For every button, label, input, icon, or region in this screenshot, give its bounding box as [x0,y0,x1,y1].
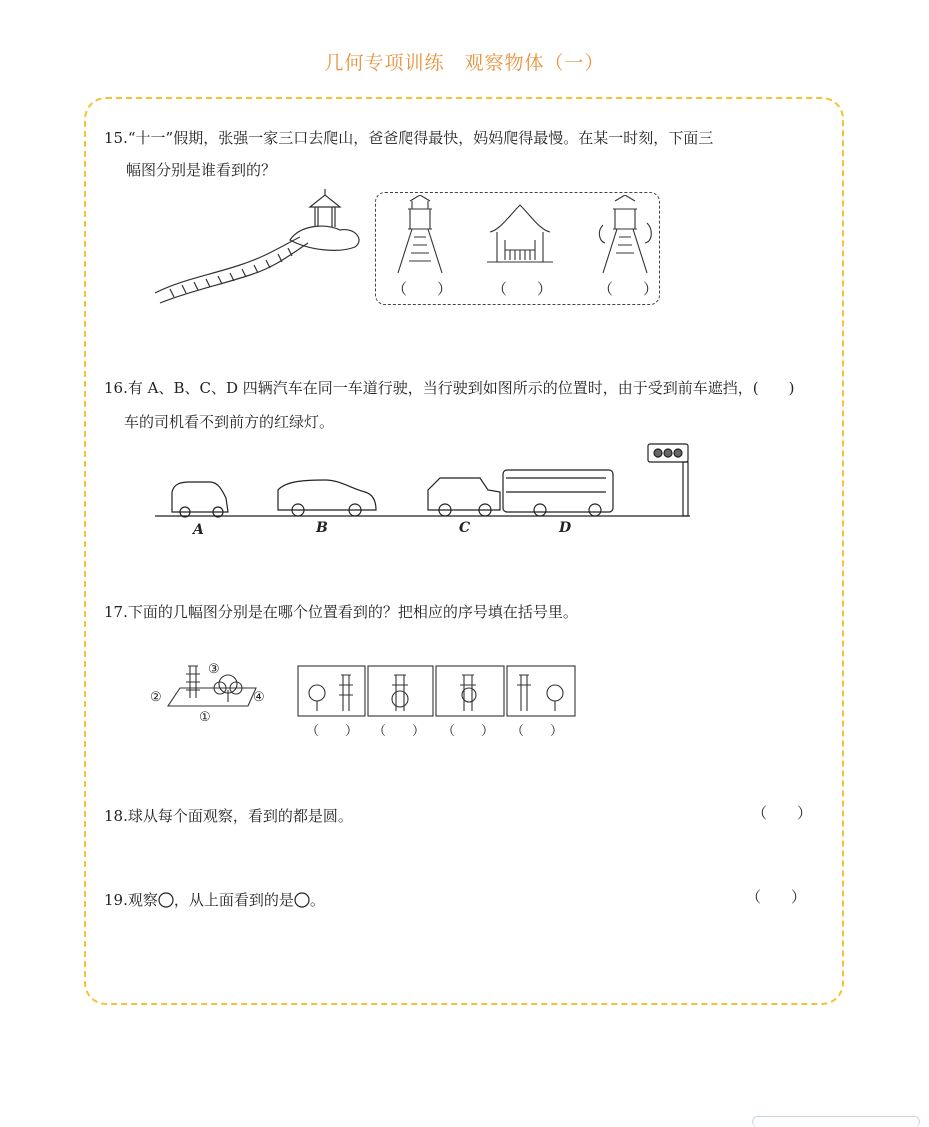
q19-text-after: 。 [309,891,325,909]
q18-answer[interactable]: （ ） [752,804,813,822]
cars-road-illustration [150,440,700,530]
view-panels [297,665,577,717]
page-title: 几何专项训练 观察物体（一） [324,52,605,74]
q17-answer-3[interactable]: （ ） [442,724,495,739]
position-4: ④ [253,690,265,705]
car-label-d: D [559,520,572,536]
q19-text-before: 19.观察 [104,891,158,909]
q17-text: 17.下面的几幅图分别是在哪个位置看到的？把相应的序号填在括号里。 [104,603,578,621]
pavilion-view-1 [390,195,450,275]
q15-answer-1[interactable]: （ ） [392,280,453,298]
circle-shape-icon [158,892,174,908]
car-label-b: B [316,520,328,536]
q18-text: 18.球从每个面观察，看到的都是圆。 [104,807,353,825]
q15-text-line1: 15.“十一”假期，张强一家三口去爬山，爸爸爬得最快，妈妈爬得最慢。在某一时刻，下面三 [104,129,714,147]
position-3: ③ [208,662,220,677]
mountain-path-illustration [150,185,370,315]
car-label-a: A [193,522,204,538]
q15-answer-3[interactable]: （ ） [598,280,659,298]
pavilion-view-3 [595,195,655,275]
q15-answer-2[interactable]: （ ） [492,280,553,298]
position-1: ① [199,710,211,725]
circle-answer-icon [294,892,310,908]
pavilion-view-2 [485,200,555,270]
q19-text [104,890,325,910]
position-2: ② [150,690,162,705]
q17-answer-1[interactable]: （ ） [306,724,359,739]
q19-answer[interactable]: （ ） [746,888,807,906]
q17-answer-4[interactable]: （ ） [511,724,564,739]
q16-text-line1: 16.有 A、B、C、D 四辆汽车在同一车道行驶，当行驶到如图所示的位置时，由于受到前车遮挡，( ) [104,379,795,397]
car-label-c: C [459,520,471,536]
q15-text-line2: 幅图分别是谁看到的？ [126,161,277,179]
q16-text-line2: 车的司机看不到前方的红绿灯。 [124,413,335,431]
q17-answer-2[interactable]: （ ） [373,724,426,739]
q19-text-middle: ，从上面看到的是 [173,891,294,909]
